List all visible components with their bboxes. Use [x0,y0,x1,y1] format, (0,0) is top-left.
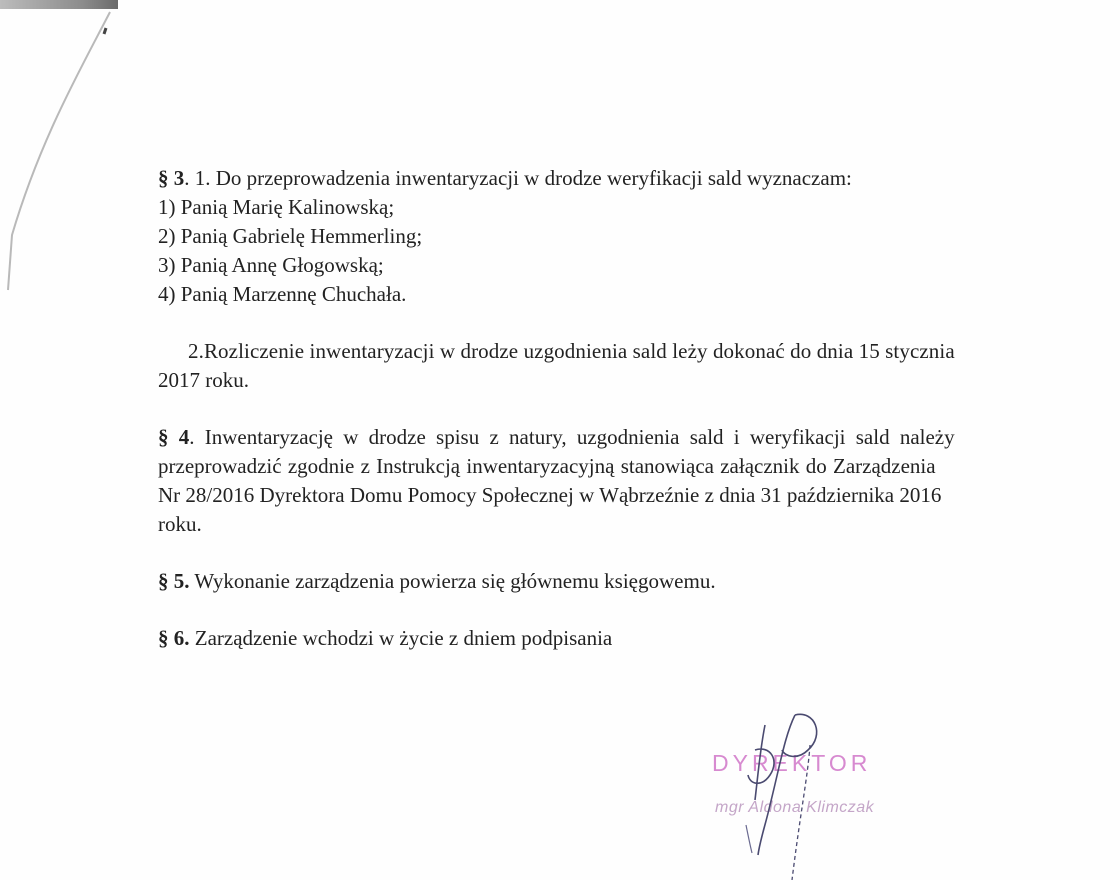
list-item: 3) Panią Annę Głogowską; [158,253,384,277]
section-4-line-4: roku. [158,512,202,536]
section-5-text: Wykonanie zarządzenia powierza się głównemu księgowemu. [189,569,716,593]
section-4-line-1 [158,423,1098,452]
list-item: 2) Panią Gabrielę Hemmerling; [158,224,423,248]
section-6-line [158,624,1098,653]
section-6 [158,624,1098,653]
stamp-name: mgr Aldona Klimczak [715,799,875,816]
section-4-line-2: przeprowadzić zgodnie z Instrukcją inwentaryzacyjną stanowiąca załącznik do Zarządzenia [158,454,936,478]
section-4-line-3: Nr 28/2016 Dyrektora Domu Pomocy Społecznej w Wąbrzeźnie z dnia 31 października 2016 [158,483,942,507]
section-3 [158,164,1098,309]
scan-edge-artifact [0,0,118,9]
signature-stamp [700,705,940,880]
section-6-mark: § 6. [158,626,190,650]
section-6-text: Zarządzenie wchodzi w życie z dniem podpisania [189,626,613,650]
section-3-point-2 [158,337,1098,395]
section-5-mark: § 5. [158,569,190,593]
section-5 [158,567,1098,596]
handwritten-signature [700,705,940,880]
list-item: 4) Panią Marzennę Chuchała. [158,282,407,306]
scan-fold-line [0,0,140,300]
section-4-text: . Inwentaryzację w drodze spisu z natury, uzgodnienia sald i weryfikacji sald należy [189,425,955,449]
section-3-mark: § 3 [158,166,185,190]
document-body [158,164,1098,653]
section-3-point-2-line-2: 2017 roku. [158,368,249,392]
section-4-mark: § 4 [158,425,190,449]
section-4 [158,423,1098,539]
section-5-line [158,567,1098,596]
list-item: 1) Panią Marię Kalinowską; [158,195,395,219]
section-3-intro: . 1. Do przeprowadzenia inwentaryzacji w drodze weryfikacji sald wyznaczam: [184,166,852,190]
section-3-point-2-line-1: 2.Rozliczenie inwentaryzacji w drodze uzgodnienia sald leży dokonać do dnia 15 stycznia [188,339,955,363]
stamp-title: DYREKTOR [712,750,872,776]
section-3-intro-line [158,164,1098,193]
